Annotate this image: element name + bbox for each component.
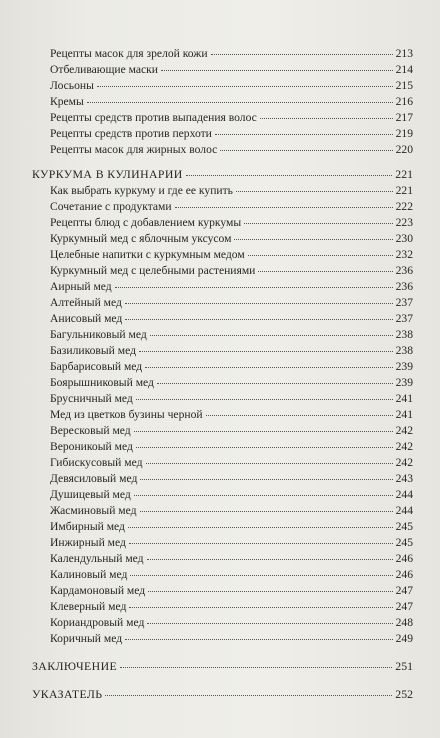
dot-leader [125,318,392,320]
toc-entry[interactable] [50,63,413,76]
toc-entry-title: Отбеливающие маски [50,63,159,76]
dot-leader [125,302,393,304]
toc-entry[interactable] [50,248,413,261]
toc-entry[interactable] [50,111,413,124]
toc-entry[interactable] [50,344,413,357]
dot-leader [248,254,393,256]
toc-section-page: 221 [395,167,413,181]
toc-entry-title: Сочетание с продуктами [50,200,172,213]
toc-entry[interactable] [50,424,413,437]
toc-entry-title: Вероникоый мед [50,440,133,453]
toc-entry-title: Календульный мед [50,552,144,565]
toc-entry-page: 247 [395,584,413,597]
toc-entry-title: Рецепты блюд с добавлением куркумы [50,216,242,229]
toc-entry-page: 248 [395,616,413,629]
toc-entry-title: Боярышниковый мед [50,376,154,389]
toc-entry-page: 246 [395,568,413,581]
toc-entry-title: Базиликовый мед [50,344,137,357]
toc-entry-page: 247 [395,600,413,613]
toc-entry[interactable] [50,127,413,140]
toc-entry-page: 237 [395,296,413,309]
toc-entry[interactable] [50,79,413,92]
toc-entry-page: 223 [395,216,413,229]
toc-entry-page: 242 [395,440,413,453]
dot-leader [134,430,393,432]
dot-leader [244,222,392,224]
toc-entry[interactable] [50,328,413,341]
toc-entry[interactable] [50,200,413,213]
toc-entry-title: Гибискусовый мед [50,456,143,469]
toc-entry-title: Рецепты средств против перхоти [50,127,212,140]
toc-entry-title: Багульниковый мед [50,328,147,341]
toc-entry-title: Куркумный мед с целебными растениями [50,264,256,277]
dot-leader [120,666,392,668]
toc-entry[interactable] [50,376,413,389]
toc-entry-page: 249 [395,632,413,645]
dot-leader [147,622,392,624]
toc-entry-title: Как выбрать куркуму и где ее купить [50,184,233,197]
dot-leader [147,558,393,560]
dot-leader [136,446,393,448]
toc-entry-title: Кориандровый мед [50,616,145,629]
toc-entry-page: 239 [395,360,413,373]
toc-entry-title: Аирный мед [50,280,112,293]
toc-entry-page: 243 [395,472,413,485]
toc-entry[interactable] [50,568,413,581]
toc-entry[interactable] [50,280,413,293]
toc-entry-page: 213 [395,47,413,60]
dot-leader [115,286,393,288]
dot-leader [175,206,393,208]
toc-entry-page: 242 [395,424,413,437]
toc-entry-page: 241 [395,408,413,421]
toc-entry-title: Мед из цветков бузины черной [50,408,203,421]
toc-entry-page: 222 [395,200,413,213]
toc-entry[interactable] [50,488,413,501]
toc-entry-page: 245 [395,536,413,549]
dot-leader [161,69,393,71]
toc-entry[interactable] [50,360,413,373]
toc-section-title: УКАЗАТЕЛЬ [32,687,103,701]
toc-entry-title: Душицевый мед [50,488,131,501]
toc-entry-page: 220 [395,143,413,156]
toc-entry[interactable] [50,143,413,156]
toc-entry-page: 237 [395,312,413,325]
dot-leader [139,350,393,352]
dot-leader [148,590,392,592]
toc-entry[interactable] [50,520,413,533]
dot-leader [146,462,393,464]
toc-entry-page: 238 [395,328,413,341]
toc-entry-page: 217 [395,111,413,124]
dot-leader [234,238,392,240]
toc-entry-page: 245 [395,520,413,533]
dot-leader [236,190,393,192]
dot-leader [150,334,393,336]
toc-entry-title: Инжирный мед [50,536,126,549]
toc-entry-page: 244 [395,504,413,517]
toc-entry-title: Кремы [50,95,84,108]
toc-entry-title: Девясиловый мед [50,472,138,485]
toc-entry[interactable] [50,47,413,60]
toc-entry-title: Рецепты средств против выпадения волос [50,111,257,124]
toc-entry[interactable] [50,408,413,421]
toc-entry[interactable] [50,312,413,325]
toc-entry[interactable] [50,584,413,597]
toc-entry-page: 246 [395,552,413,565]
dot-leader [130,574,392,576]
toc-entry[interactable] [50,504,413,517]
dot-leader [186,174,393,176]
toc-entry-page: 241 [395,392,413,405]
toc-entry-title: Целебные напитки с куркумным медом [50,248,245,261]
toc-section-page: 252 [395,687,413,701]
toc-entry-page: 230 [395,232,413,245]
toc-entry-page: 244 [395,488,413,501]
toc-entry-page: 242 [395,456,413,469]
toc-section-page: 251 [395,659,413,673]
dot-leader [97,85,393,87]
toc-entry-page: 236 [395,280,413,293]
toc-entry-title: Вересковый мед [50,424,131,437]
toc-entry-title: Алтейный мед [50,296,122,309]
toc-entry-page: 219 [395,127,413,140]
toc-entry[interactable] [50,296,413,309]
toc-entry-title: Барбарисовый мед [50,360,143,373]
toc-entry-title: Клеверный мед [50,600,127,613]
toc-entry[interactable] [50,95,413,108]
toc-entry-title: Рецепты масок для зрелой кожи [50,47,208,60]
dot-leader [129,542,393,544]
dot-leader [206,414,393,416]
dot-leader [128,526,393,528]
toc-entry[interactable] [50,456,413,469]
toc-entry[interactable] [50,536,413,549]
toc-entry-title: Имбирный мед [50,520,125,533]
toc-entry[interactable] [50,216,413,229]
dot-leader [125,638,392,640]
dot-leader [87,101,393,103]
toc-entry-page: 232 [395,248,413,261]
dot-leader [105,694,392,696]
dot-leader [134,494,393,496]
toc-entry[interactable] [50,600,413,613]
toc-section[interactable] [32,688,413,701]
toc-entry-page: 214 [395,63,413,76]
toc-entry-title: Анисовый мед [50,312,123,325]
toc-section-title: ЗАКЛЮЧЕНИЕ [32,659,118,673]
toc-entry[interactable] [50,472,413,485]
toc-section-title: КУРКУМА В КУЛИНАРИИ [32,167,183,181]
dot-leader [258,270,392,272]
toc-entry[interactable] [50,632,413,645]
dot-leader [136,398,393,400]
toc-entry[interactable] [50,392,413,405]
toc-entry-title: Куркумный мед с яблочным уксусом [50,232,232,245]
dot-leader [260,117,393,119]
dot-leader [140,510,393,512]
toc-entry-page: 215 [395,79,413,92]
toc-entry-title: Кардамоновый мед [50,584,146,597]
toc-entry-page: 221 [395,184,413,197]
toc-entry[interactable] [50,440,413,453]
toc-entry[interactable] [50,184,413,197]
toc-entry[interactable] [50,616,413,629]
toc-entry-page: 216 [395,95,413,108]
toc-entry-page: 236 [395,264,413,277]
toc-entry-title: Коричный мед [50,632,123,645]
toc-entry-title: Брусничный мед [50,392,133,405]
dot-leader [140,478,392,480]
dot-leader [157,382,393,384]
dot-leader [211,53,393,55]
dot-leader [145,366,392,368]
toc-entry-title: Жасминовый мед [50,504,137,517]
toc-entry[interactable] [50,552,413,565]
toc-section[interactable] [32,660,413,673]
dot-leader [129,606,392,608]
toc-entry-title: Лосьоны [50,79,94,92]
toc-entry-title: Рецепты масок для жирных волос [50,143,218,156]
toc-entry-page: 239 [395,376,413,389]
toc-entry[interactable] [50,264,413,277]
toc-entry[interactable] [50,232,413,245]
dot-leader [220,149,392,151]
dot-leader [215,133,393,135]
toc-entry-title: Калиновый мед [50,568,128,581]
toc-entry-page: 238 [395,344,413,357]
toc-section[interactable] [32,168,413,181]
